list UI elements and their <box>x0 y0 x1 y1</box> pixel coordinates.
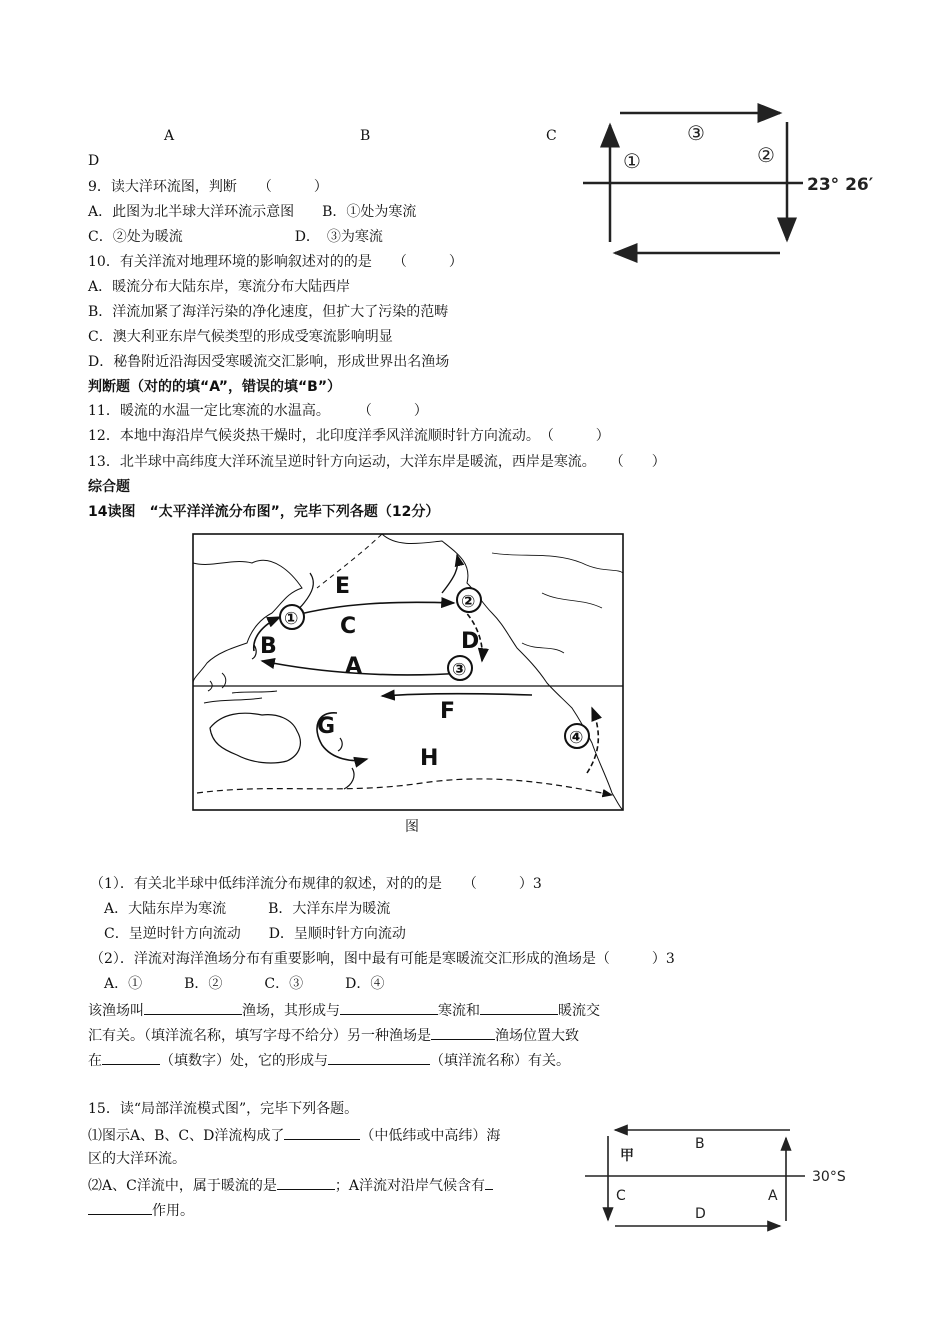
q15-s2-b: ；A洋流对沿岸气候含有 <box>334 1178 485 1194</box>
map-label-A: A <box>345 654 363 679</box>
climate-effect-blank-a[interactable] <box>485 1174 493 1190</box>
fill1-b: 渔场，其形成与 <box>242 1003 340 1019</box>
q15-local-currents-diagram <box>580 1118 870 1236</box>
fill1-d: 暖流交 <box>558 1003 600 1019</box>
q15-s2-line <box>88 1174 493 1196</box>
q9-label-1: ① <box>623 149 641 173</box>
judge-heading: 判断题（对的的填“A”，错误的填“B”） <box>88 379 342 395</box>
second-fishery-blank[interactable] <box>431 1024 495 1040</box>
map-label-F: F <box>440 699 456 724</box>
q15-latitude-label: 30°S <box>812 1169 846 1185</box>
q14-p1-options-ab: A．大陆东岸为寒流 B．大洋东岸为暖流 <box>104 901 391 917</box>
map-marker-3 <box>448 656 472 680</box>
map-label-C: C <box>340 614 357 639</box>
map-marker-2-label: ② <box>461 592 476 612</box>
q15-label-D: D <box>695 1206 706 1222</box>
q9-latitude-label: 23° 26′ <box>807 175 874 195</box>
map-label-B: B <box>260 634 277 659</box>
q10-option-d: D．秘鲁附近沿海因受寒暖流交汇影响，形成世界出名渔场 <box>88 354 450 370</box>
map-marker-4-label: ④ <box>569 728 584 748</box>
q15-label-A: A <box>768 1188 778 1204</box>
q10-option-a: A．暖流分布大陆东岸，寒流分布大陆西岸 <box>88 279 351 295</box>
q9-options-cd: C．②处为暖流 D． ③为寒流 <box>88 229 383 245</box>
q15-title: 15．读“局部洋流模式图”，完毕下列各题。 <box>88 1101 359 1117</box>
q15-label-C: C <box>616 1188 626 1204</box>
map-label-D: D <box>461 629 480 654</box>
fill2-a: 汇有关。（填洋流名称，填写字母不给分）另一种渔场是 <box>88 1028 431 1044</box>
q15-label-jia: 甲 <box>620 1148 634 1164</box>
q14-p2-options: A．① B．② C．③ D．④ <box>104 976 385 992</box>
fishery-name-blank[interactable] <box>144 999 242 1015</box>
map-marker-1-label: ① <box>284 609 299 629</box>
prev-option-c: C <box>546 128 557 144</box>
q13-text: 13．北半球中高纬度大洋环流呈逆时针方向运动，大洋东岸是暖流，西岸是寒流。 （ ） <box>88 454 666 470</box>
q9-label-2: ② <box>757 143 775 167</box>
map-label-G: G <box>317 714 336 739</box>
prev-option-a: A <box>164 128 175 144</box>
fill2-b: 渔场位置大致 <box>495 1028 579 1044</box>
q9-options-ab: A．此图为北半球大洋环流示意图 B．①处为寒流 <box>88 204 417 220</box>
fill1-a: 该渔场叫 <box>88 1003 144 1019</box>
warm-current-blank[interactable] <box>480 999 558 1015</box>
q9-stem: 9．读大洋环流图，判断 （ ） <box>88 179 328 195</box>
map-label-E: E <box>335 574 351 599</box>
current-name-blank[interactable] <box>328 1049 430 1065</box>
q9-label-3: ③ <box>687 121 705 145</box>
q10-option-c: C．澳大利亚东岸气候类型的形成受寒流影响明显 <box>88 329 393 345</box>
q10-stem: 10．有关洋流对地理环境的影响叙述对的的是 （ ） <box>88 254 463 270</box>
q15-s2-a: ⑵A、C洋流中，属于暖流的是 <box>88 1178 277 1194</box>
warm-current-answer-blank[interactable] <box>277 1174 335 1190</box>
prev-option-d: D <box>88 153 100 169</box>
prev-option-b: B <box>360 128 371 144</box>
q14-p2-stem: （2）．洋流对海洋渔场分布有重要影响，图中最有可能是寒暖流交汇形成的渔场是（ ）3 <box>90 951 675 967</box>
map-marker-4 <box>565 724 589 748</box>
map-marker-3-label: ③ <box>452 660 467 680</box>
climate-effect-blank-b[interactable] <box>88 1199 152 1215</box>
q11-text: 11．暖流的水温一定比寒流的水温高。 （ ） <box>88 403 428 419</box>
q14-fill-line-2 <box>88 1024 579 1046</box>
q12-text: 12．本地中海沿岸气候炎热干燥时，北印度洋季风洋流顺时针方向流动。 （ ） <box>88 428 610 444</box>
q15-s1-c: 区的大洋环流。 <box>88 1151 186 1167</box>
q15-s2-c: 作用。 <box>152 1203 194 1219</box>
fill1-c: 寒流和 <box>438 1003 480 1019</box>
q14-fill-line-1 <box>88 999 600 1021</box>
fill3-b: （填数字）处，它的形成与 <box>160 1053 328 1069</box>
q15-s1-b: （中低纬或中高纬）海 <box>360 1128 501 1144</box>
q14-p1-options-cd: C．呈逆时针方向流动 D．呈顺时针方向流动 <box>104 926 406 942</box>
latitude-zone-blank[interactable] <box>284 1124 360 1140</box>
q10-option-b: B．洋流加紧了海洋污染的净化速度，但扩大了污染的范畴 <box>88 304 449 320</box>
q15-s1-a: ⑴图示A、B、C、D洋流构成了 <box>88 1128 285 1144</box>
q9-ocean-circulation-diagram <box>575 100 874 270</box>
q15-s1-line <box>88 1124 500 1146</box>
q14-title: 14读图 “太平洋洋流分布图”，完毕下列各题（12分） <box>88 504 440 520</box>
map-label-H: H <box>420 746 439 771</box>
q15-label-B: B <box>695 1136 705 1152</box>
q15-s2-line-2 <box>88 1199 194 1221</box>
fill3-a: 在 <box>88 1053 102 1069</box>
map-caption: 图 <box>405 819 419 835</box>
pacific-currents-map <box>192 533 624 811</box>
q14-fill-line-3 <box>88 1049 570 1071</box>
cold-current-blank[interactable] <box>340 999 438 1015</box>
position-number-blank[interactable] <box>102 1049 160 1065</box>
fill3-c: （填洋流名称）有关。 <box>430 1053 570 1069</box>
comp-heading: 综合题 <box>88 479 130 495</box>
map-marker-2 <box>457 588 481 612</box>
map-marker-1 <box>280 605 304 629</box>
q14-p1-stem: （1）．有关北半球中低纬洋流分布规律的叙述，对的的是 （ ）3 <box>90 876 542 892</box>
